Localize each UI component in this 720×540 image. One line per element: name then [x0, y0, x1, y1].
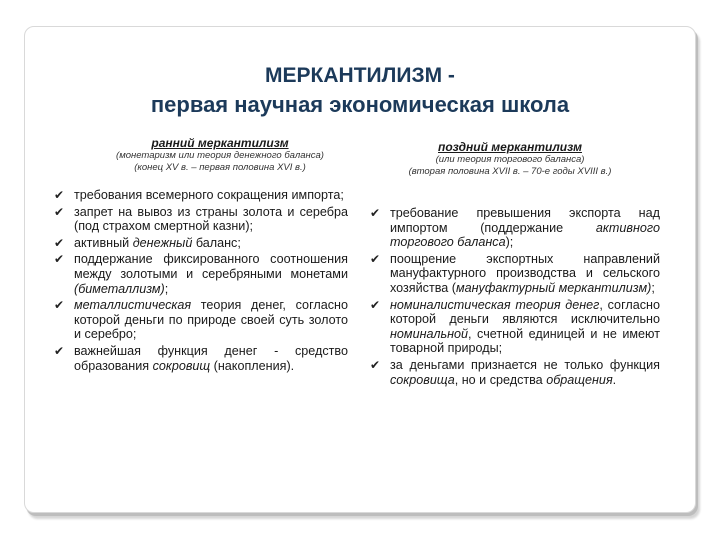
- check-icon: ✔: [54, 204, 65, 219]
- left-heading: ранний меркантилизм: [151, 136, 289, 150]
- slide-title: МЕРКАНТИЛИЗМ -: [265, 64, 455, 87]
- list-item: [52, 298, 348, 342]
- item-text: ;: [164, 281, 169, 296]
- check-icon: ✔: [370, 297, 381, 312]
- list-item: [52, 344, 348, 373]
- check-icon: ✔: [370, 251, 381, 266]
- item-emphasis: (биметаллизм): [74, 281, 165, 296]
- check-icon: ✔: [370, 357, 381, 372]
- item-text: ;: [651, 280, 655, 295]
- item-emphasis: денежный: [132, 235, 193, 250]
- item-emphasis: обращения: [546, 372, 613, 387]
- item-text: поддержание фиксированного соотношения между золотыми и серебряными монетами: [74, 252, 348, 281]
- item-emphasis: сокровищ: [152, 358, 211, 373]
- list-item: [368, 358, 660, 387]
- right-subheading-1: (или теория торгового баланса): [435, 154, 585, 165]
- list-item: [52, 205, 348, 234]
- left-subheading-1: (монетаризм или теория денежного баланса): [116, 150, 324, 161]
- item-emphasis: сокровища: [390, 372, 455, 387]
- item-text: (накопления).: [210, 358, 295, 373]
- slide-subtitle: первая научная экономическая школа: [150, 92, 570, 117]
- check-icon: ✔: [54, 235, 65, 250]
- list-item: [52, 188, 348, 203]
- right-item-list: [368, 206, 660, 389]
- right-column-header: [360, 140, 660, 178]
- left-subheading-2: (конец XV в. – первая половина XVI в.): [134, 162, 306, 173]
- item-text: активный: [74, 235, 133, 250]
- list-item: [52, 236, 348, 251]
- left-item-list: [52, 188, 348, 375]
- check-icon: ✔: [54, 188, 65, 202]
- check-icon: ✔: [54, 252, 65, 267]
- item-text: , согласно которой деньги являются исключительно: [390, 297, 660, 327]
- check-icon: ✔: [54, 343, 65, 358]
- item-text: требования всемерного сокращения импорта;: [74, 188, 344, 202]
- item-text: баланс;: [192, 235, 241, 250]
- item-emphasis: металлистическая: [74, 298, 192, 313]
- item-text: , но и средства: [454, 372, 547, 387]
- right-heading: поздний меркантилизм: [438, 140, 582, 154]
- item-text: поощрение экспортных направлений мануфактурного производства и сельского хозяйства (: [390, 251, 660, 295]
- item-text: );: [505, 235, 514, 250]
- right-subheading-2: (вторая половина XVII в. – 70-е годы XVIII в.): [408, 166, 612, 177]
- list-item: [52, 252, 348, 296]
- item-emphasis: номинальной: [390, 326, 469, 341]
- item-text: , счетной единицей и не имеют товарной природы;: [390, 326, 660, 356]
- list-item: [368, 206, 660, 250]
- item-emphasis: номиналистическая теория денег: [390, 297, 600, 312]
- item-text: запрет на вывоз из страны золота и серебра (под страхом смертной казни);: [74, 204, 348, 234]
- item-emphasis: мануфактурный меркантилизм): [455, 280, 652, 295]
- item-text: важнейшая функция денег - средство образования: [74, 343, 348, 373]
- item-text: за деньгами признается не только функция: [390, 357, 660, 372]
- item-text: теория денег, согласно которой деньги по природе своей суть золото и серебро;: [74, 298, 348, 342]
- item-text: требование превышения экспорта над импортом (поддержание: [390, 206, 660, 235]
- list-item: [368, 298, 660, 356]
- list-item: [368, 252, 660, 296]
- item-text: .: [612, 372, 617, 387]
- item-emphasis: активного торгового баланса: [390, 220, 660, 250]
- left-column-header: [70, 136, 370, 174]
- check-icon: ✔: [54, 298, 65, 313]
- check-icon: ✔: [370, 206, 381, 220]
